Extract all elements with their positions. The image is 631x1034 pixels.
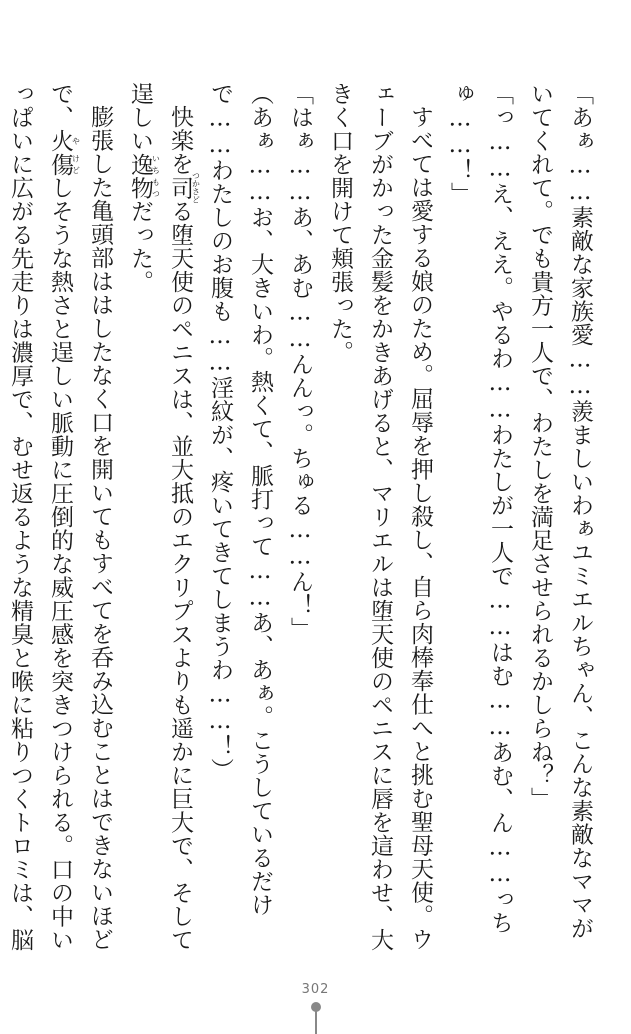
ruby-kedo: 傷けど bbox=[47, 152, 81, 176]
paragraph-6-text-c: だった。 bbox=[127, 199, 153, 294]
paragraph-7-text-b: しそうな熱さと逞しい脈動に圧倒的な威圧感を突きつけられる。口の中いっぱいに広がる先走りは濃厚で、むせ返るような精臭と喉に粘りつくトロミは、脳 bbox=[7, 82, 73, 952]
paragraph-4: 「はぁ……あ、あむ……んんっ。ちゅる……ん！」 bbox=[287, 82, 313, 641]
paragraph-7 bbox=[0, 82, 120, 962]
paragraph-7-text-a: 膨張した亀頭部ははしたなく口を開いてもすべてを呑み込むことはできないほどで、 bbox=[47, 82, 113, 951]
paragraph-2: 「っ……え、ええ。やるわ……わたしが一人で……はむ……あむ、ん……っちゅ……！」 bbox=[447, 82, 513, 935]
paragraph-3: すべては愛する娘のため。屈辱を押し殺し、自ら肉棒奉仕へと挑む聖母天使。ウェーブがかった金髪をかきあげると、マリエルは堕天使のペニスに唇を這わせ、大きく口を開けて頬張った。 bbox=[327, 82, 433, 952]
page-marker-line bbox=[315, 1008, 317, 1034]
paragraph-5: （あぁ……お、大きいわ。熱くて、脈打って……あ、あぁ。こうしているだけで……わたしのお腹も……淫紋が、疼いてきてしまうわ……！） bbox=[207, 82, 273, 917]
ruby-ya: 火や bbox=[47, 129, 81, 153]
paragraph-6-text-b: る堕天使のペニスは、並大抵のエクリプスよりも遥かに巨大で、そして逞しい bbox=[127, 82, 193, 952]
paragraph-6 bbox=[120, 82, 200, 962]
paragraph-1: 「あぁ……素敵な家族愛……羨ましいわぁユミエルちゃん、こんな素敵なママがいてくれて。でも貴方一人で、わたしを満足させられるかしらね？」 bbox=[527, 82, 593, 940]
vertical-text-body bbox=[7, 82, 600, 962]
paragraph-6-text-a: 快楽を bbox=[167, 105, 193, 176]
page-number: 302 bbox=[301, 982, 330, 997]
ruby-ichimotsu: 逸物いちもつ bbox=[127, 152, 161, 200]
ruby-tsukasado: 司つかさど bbox=[167, 171, 201, 204]
